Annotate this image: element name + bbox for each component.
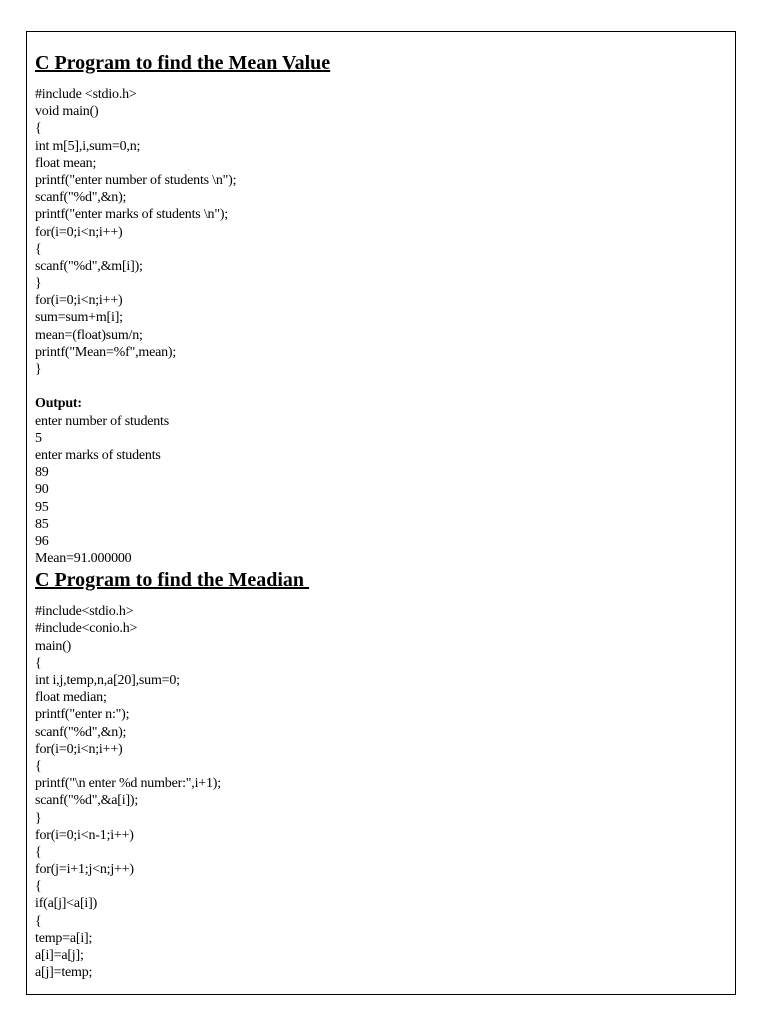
output-line: 89 (35, 465, 49, 481)
code-line: { (35, 655, 42, 671)
blank-line (35, 378, 729, 395)
code-line: mean=(float)sum/n; (35, 327, 143, 343)
mean-program-output (35, 413, 729, 568)
output-line: 90 (35, 482, 49, 498)
code-line: { (35, 844, 42, 860)
code-line: { (35, 121, 42, 137)
code-line: #include<conio.h> (35, 621, 138, 637)
code-line: float mean; (35, 155, 97, 171)
code-line: { (35, 879, 42, 895)
code-line: scanf("%d",&a[i]); (35, 793, 139, 809)
output-line: enter marks of students (35, 447, 161, 463)
output-line: 95 (35, 499, 49, 515)
output-line: 5 (35, 430, 42, 446)
code-line: #include<stdio.h> (35, 604, 134, 620)
code-line: printf("\n enter %d number:",i+1); (35, 776, 221, 792)
code-line: } (35, 276, 42, 292)
median-program-title: C Program to find the Meadian (35, 569, 310, 592)
code-line: if(a[j]<a[i]) (35, 896, 98, 912)
code-line: int i,j,temp,n,a[20],sum=0; (35, 673, 180, 688)
code-line: printf("enter number of students \n"); (35, 172, 237, 188)
code-line: scanf("%d",&n); (35, 190, 127, 206)
code-line: { (35, 758, 42, 774)
code-line: int m[5],i,sum=0,n; (35, 138, 141, 154)
code-line: for(i=0;i<n;i++) (35, 224, 123, 240)
code-line: for(i=0;i<n-1;i++) (35, 827, 134, 843)
median-program-code (35, 603, 729, 981)
code-line: a[j]=temp; (35, 965, 93, 981)
code-line: scanf("%d",&n); (35, 724, 127, 740)
spacer (35, 76, 729, 86)
spacer (35, 593, 729, 603)
code-line: #include <stdio.h> (35, 87, 137, 102)
page-frame (26, 31, 736, 995)
document-content (35, 50, 729, 981)
code-line: a[i]=a[j]; (35, 948, 84, 963)
code-line: { (35, 241, 42, 257)
output-line: enter number of students (35, 413, 169, 429)
output-label: Output: (35, 396, 82, 412)
code-line: } (35, 362, 42, 377)
code-line: void main() (35, 104, 99, 120)
code-line: sum=sum+m[i]; (35, 310, 123, 326)
code-line: for(i=0;i<n;i++) (35, 741, 123, 757)
code-line: printf("enter marks of students \n"); (35, 207, 228, 223)
output-line: 85 (35, 516, 49, 532)
code-line: for(j=i+1;j<n;j++) (35, 862, 134, 878)
mean-program-title: C Program to find the Mean Value (35, 52, 331, 74)
code-line: scanf("%d",&m[i]); (35, 258, 143, 274)
output-line: Mean=91.000000 (35, 551, 132, 567)
code-line: float median; (35, 690, 107, 706)
code-line: printf("Mean=%f",mean); (35, 344, 177, 360)
code-line: for(i=0;i<n;i++) (35, 293, 123, 309)
code-line: temp=a[i]; (35, 930, 93, 946)
output-line: 96 (35, 533, 49, 549)
mean-program-code (35, 86, 729, 378)
code-line: printf("enter n:"); (35, 707, 130, 723)
code-line: main() (35, 638, 72, 654)
code-line: { (35, 913, 42, 929)
code-line: } (35, 810, 42, 826)
